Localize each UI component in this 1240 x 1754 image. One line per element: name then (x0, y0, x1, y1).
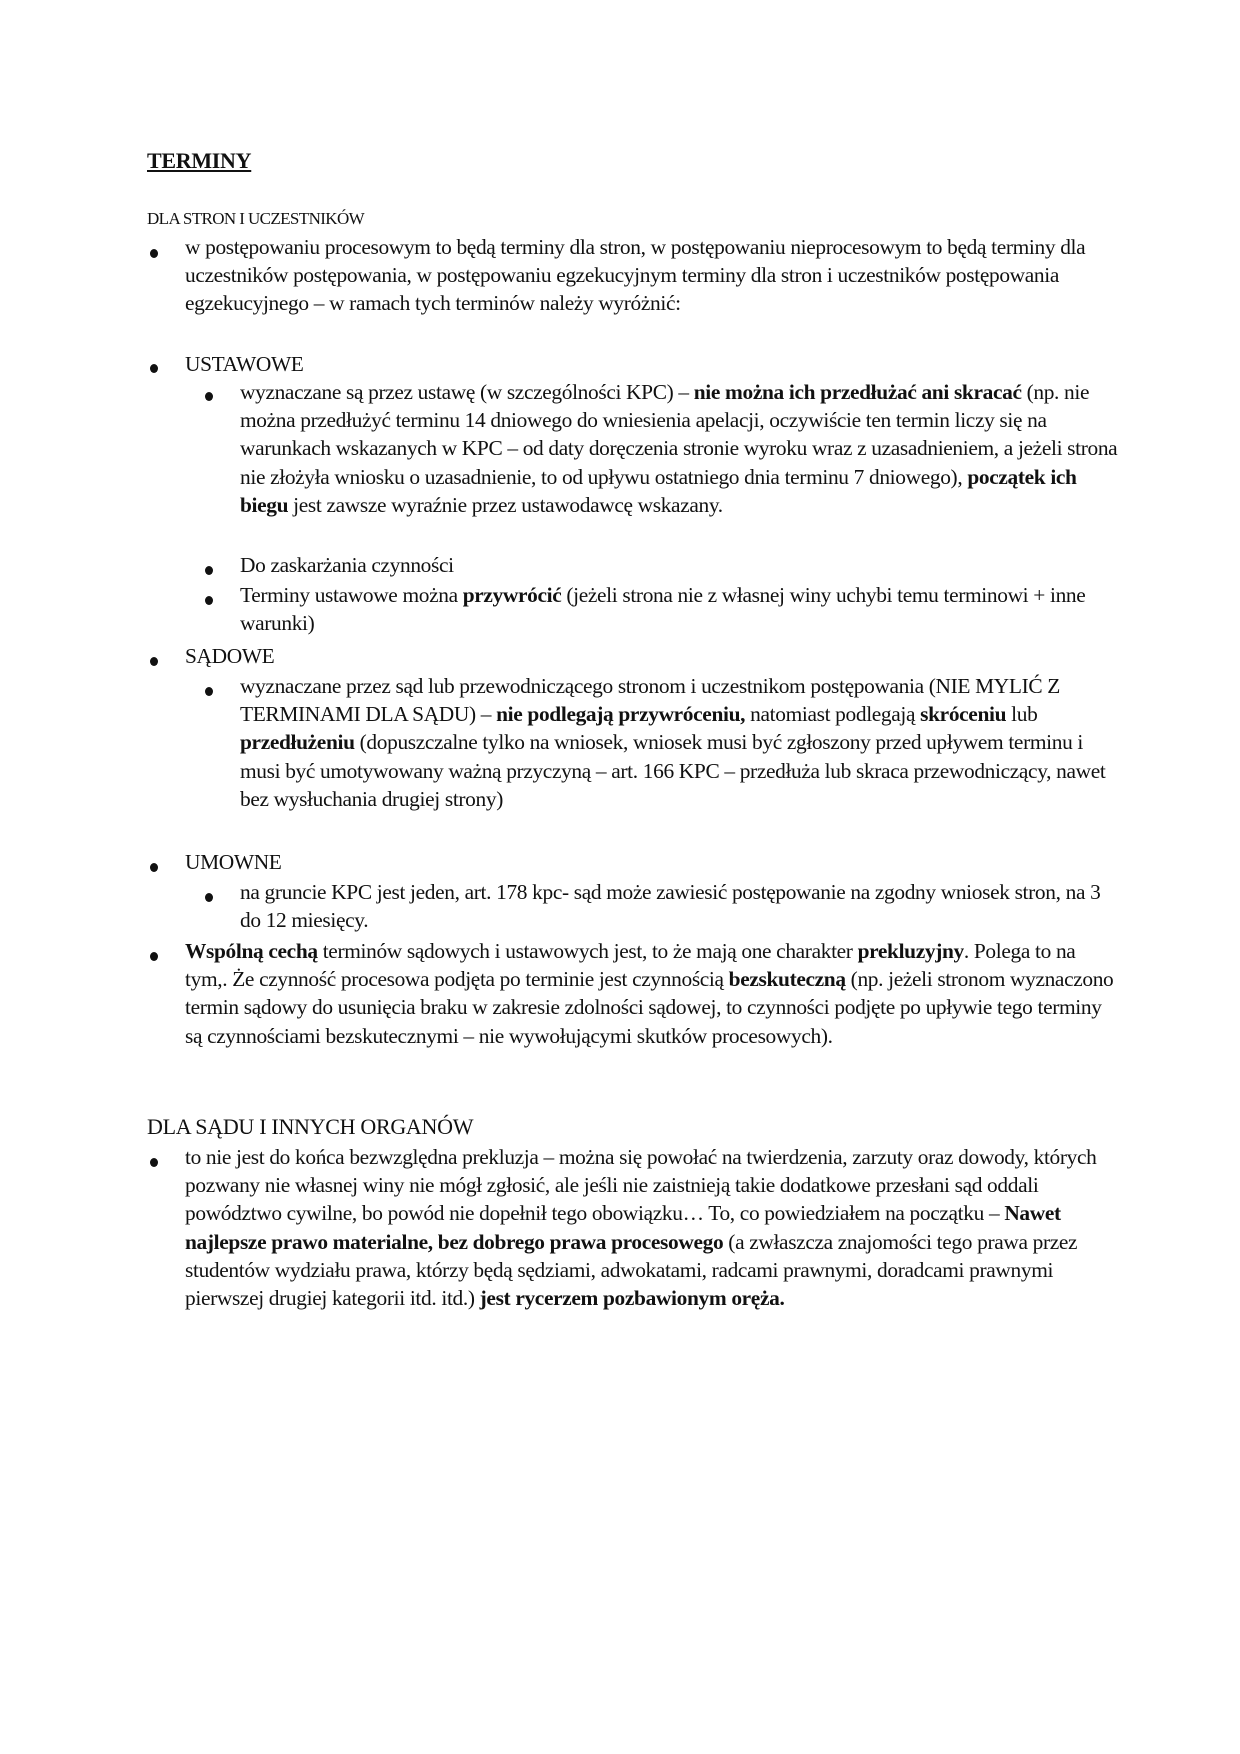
text-span: (np. nie można przedłużyć terminu 14 dniowego do wniesienia apelacji, oczywiście ten termin liczy się na warunkach wskazanych w KPC – od daty doręczenia stronie wyroku wraz z uzasadnieniem, a jeżeli strona nie złożyła wniosku o uzasadnienie, to od upływu ostatniego dnia terminu 7 dniowego), (240, 380, 1118, 489)
bullet-icon (205, 392, 213, 401)
text-span: (a zwłaszcza znajomości tego prawa przez studentów wydziału prawa, którzy będą sędziami, adwokatami, radcami prawnymi, doradcami prawnymi pierwszej drugiej kategorii itd. itd.) (185, 1229, 1078, 1311)
text-span: lub (1006, 702, 1038, 727)
document-title: TERMINY (147, 148, 252, 173)
text-span: wyznaczane są przez ustawę (w szczególności KPC) – (240, 380, 694, 404)
bold-span: nie można ich przedłużać ani skracać (693, 380, 1022, 404)
ustawowe-item-1 (240, 378, 1120, 519)
bullet-icon (205, 687, 213, 696)
text-span: wyznaczane przez sąd lub przewodniczącego stronom i uczestnikom postępowania (NIE MYLIĆ Z TERMINAMI DLA SĄDU) – (240, 674, 1061, 727)
bullet-icon (205, 596, 213, 605)
bullet-icon (205, 893, 213, 902)
sadowe-item-1 (240, 672, 1120, 813)
bullet-icon (150, 364, 158, 373)
bold-span: przedłużeniu (240, 730, 355, 755)
text-span: . Polega to na tym,. Że czynność procesowa podjęta po terminie jest czynnością (185, 939, 1076, 992)
intro-text: w postępowaniu procesowym to będą terminy dla stron, w postępowaniu nieprocesowym to będą terminy dla uczestników postępowania, w postępowaniu egzekucyjnym terminy dla stron i uczestników postępowania egzekucyjnego – w ramach tych terminów należy wyróżnić: (185, 235, 1086, 316)
text-span: Terminy ustawowe można (240, 583, 463, 607)
category-umowne: UMOWNE (185, 850, 282, 874)
ustawowe-item-2: Do zaskarżania czynności (240, 553, 454, 577)
text-span: natomiast podlegają (745, 702, 921, 727)
bullet-icon (150, 657, 158, 666)
text-span: (np. jeżeli stronom wyznaczono termin sądowy do usunięcia braku w zakresie zdolności sądowej, to czynności podjęte po upływie tego terminy są czynnościami bezskutecznymi – nie wywołującymi skutków procesowych). (185, 967, 1114, 1048)
section-heading-court: DLA SĄDU I INNYCH ORGANÓW (147, 1114, 474, 1139)
text-span: (dopuszczalne tylko na wniosek, wniosek musi być zgłoszony przed upływem terminu i musi być umotywowany ważną przyczyną – art. 166 KPC – przedłuża lub skraca przewodniczący, nawet bez wysłuchania drugiej strony) (240, 730, 1106, 811)
bullet-icon (150, 952, 158, 961)
bold-span: przywrócić (462, 583, 562, 607)
bold-span: nie podlegają przywróceniu, (496, 702, 746, 727)
text-span: to nie jest do końca bezwzględna prekluzja – można się powołać na twierdzenia, zarzuty oraz dowody, których pozwany nie własnej winy nie mógł zgłosić, ale jeśli nie zaistnieją takie dodatkowe przesłani sąd oddali powództwo cywilne, bo powód nie dopełnił tego obowiązku… To, co powiedziałem na początku – (185, 1145, 1097, 1226)
bullet-icon (150, 1158, 158, 1167)
court-paragraph (185, 1143, 1115, 1312)
common-feature-paragraph (185, 937, 1115, 1050)
category-ustawowe: USTAWOWE (185, 352, 304, 376)
bullet-icon (205, 566, 213, 575)
umowne-item-1: na gruncie KPC jest jeden, art. 178 kpc- sąd może zawiesić postępowanie na zgodny wniosek stron, na 3 do 12 miesięcy. (240, 880, 1101, 933)
intro-paragraph (185, 233, 1115, 318)
category-sadowe: SĄDOWE (185, 644, 275, 668)
bullet-icon (150, 863, 158, 872)
bold-span: Wspólną cechą (185, 939, 318, 963)
bullet-icon (150, 249, 158, 258)
bold-span: jest rycerzem pozbawionym oręża. (479, 1286, 785, 1311)
text-span: jest zawsze wyraźnie przez ustawodawcę wskazany. (288, 492, 723, 517)
bold-span: początek ich biegu (240, 464, 1077, 517)
ustawowe-item-3 (240, 581, 1120, 637)
bold-span: prekluzyjny (857, 939, 964, 963)
text-span: terminów sądowych i ustawowych jest, to że mają one charakter (317, 939, 858, 963)
bold-span: Nawet najlepsze prawo materialne, bez dobrego prawa procesowego (185, 1201, 1061, 1254)
bold-span: skróceniu (920, 702, 1007, 727)
section-heading-parties: DLA STRON I UCZESTNIKÓW (147, 209, 365, 228)
bold-span: bezskuteczną (728, 967, 846, 992)
text-span: (jeżeli strona nie z własnej winy uchybi temu terminowi + inne warunki) (240, 583, 1086, 636)
